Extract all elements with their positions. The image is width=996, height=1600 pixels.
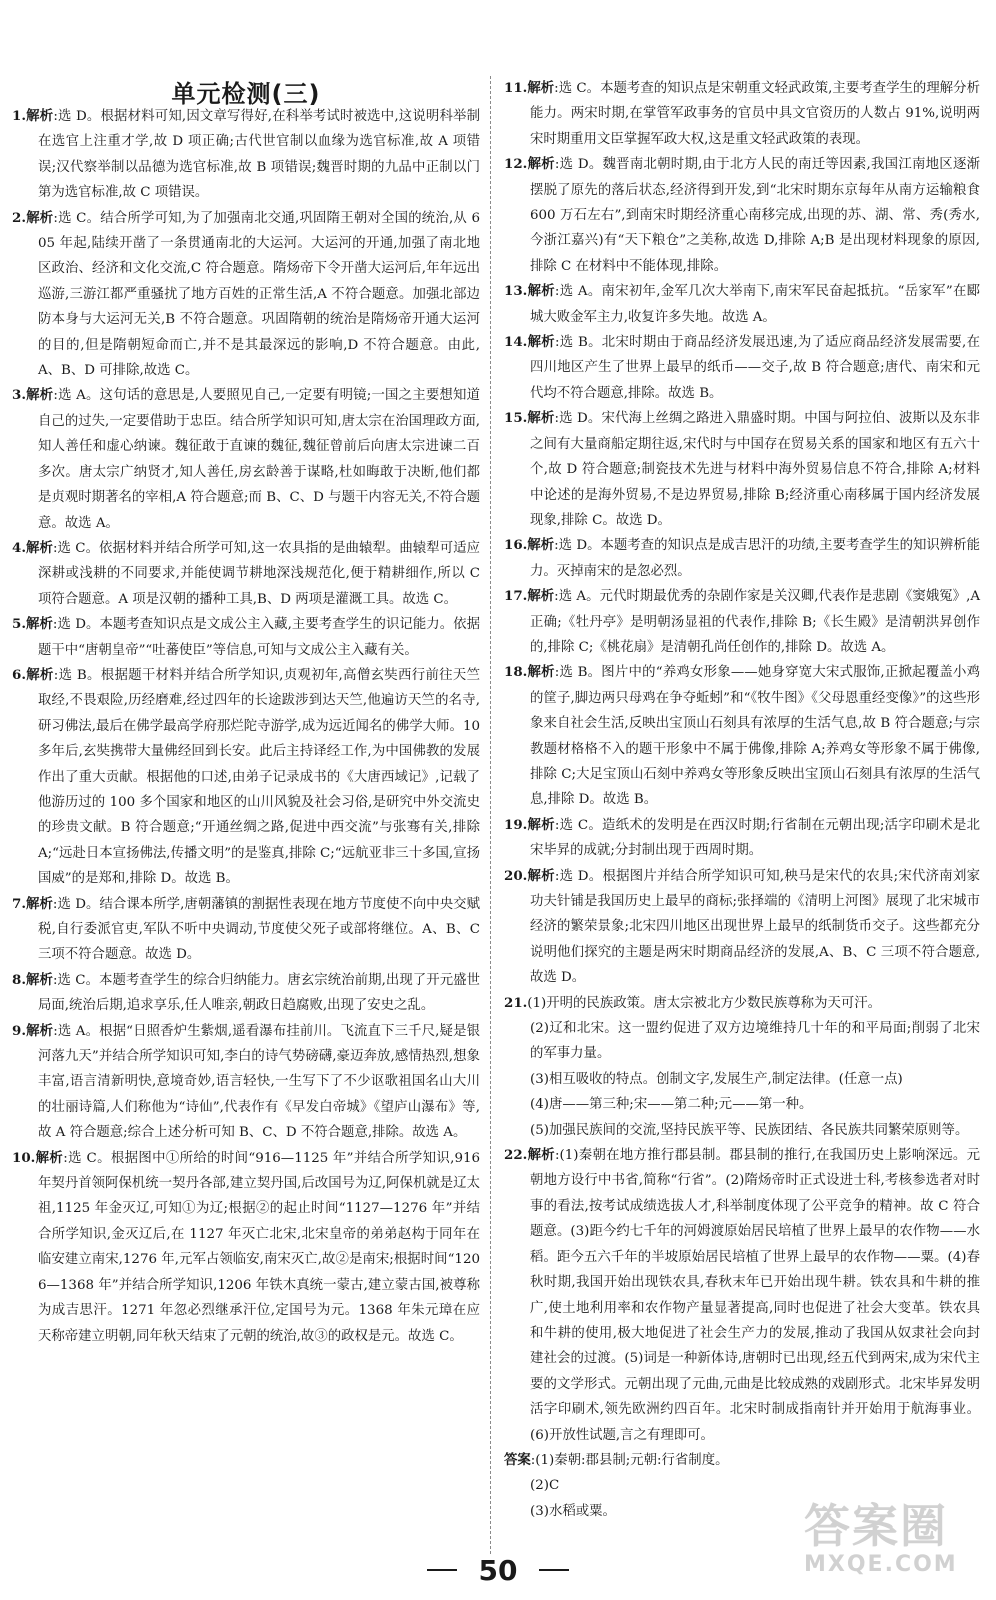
item-number: 5. [12,616,26,633]
watermark-bottom: MXQE.COM [804,1552,958,1577]
item-text: :选 D。魏晋南北朝时期,由于北方人民的南迁等因素,我国江南地区逐渐摆脱了原先的落后状态,经济得到开发,到“北宋时期东京每年从南方运输粮食 600 万石左右”,到南宋时期经济重心南移完成,出现的苏、湖、常、秀(秀水,今浙江嘉兴)有“天下粮仓”之美称,故选 D,排除 A;B 是出现材料现象的原因,排除 C 在材料中不能体现,排除。 [530,157,981,274]
item-number: 6. [12,666,26,683]
answer-item [12,206,480,384]
item-text: :选 B。北宋时期由于商品经济发展迅速,为了适应商品经济发展需要,在四川地区产生了世界上最早的纸币——交子,故 B 符合题意;唐代、南宋和元代均不符合题意,排除。故选 B。 [530,335,980,401]
item-number: 4. [12,539,26,556]
item-label: 解析 [25,539,53,556]
item-label: 解析 [527,80,555,96]
item-number: 11. [504,80,528,96]
item-number: 14. [504,334,528,351]
answer-item [12,663,480,892]
item-number: 13. [504,283,528,300]
item-label: 解析 [35,1149,64,1166]
answer-item [12,104,480,206]
item-label: 解析 [527,588,555,605]
item-number: 9. [12,1022,26,1039]
item-number: 21. [504,994,528,1011]
item-number: 2. [12,209,26,226]
watermark-logo [804,1500,974,1590]
item-text: :选 A。元代时期最优秀的杂剧作家是关汉卿,代表作是悲剧《窦娥冤》,A 正确;《牡丹亭》是明朝汤显祖的代表作,排除 B;《长生殿》是清朝洪昇创作的,排除 C;《桃花扇》是清朝孔尚任创作的,排除 D。故选 A。 [530,589,981,655]
item-label: 解析 [25,1022,54,1039]
right-column [504,76,980,1524]
answer-item [504,406,980,533]
column-divider [490,76,491,1554]
item-text: :选 D。根据图片并结合所学知识可知,秧马是宋代的农具;宋代济南刘家功夫针铺是我国历史上最早的商标;张择端的《清明上河图》展现了北宋城市经济的繁荣景象;北宋四川地区出现世界上最早的纸制货币交子。这些都充分说明他们探究的主题是两宋时期商品经济的发展,A、B、C 三项不符合题意,故选 D。 [530,868,980,986]
answer-item [504,330,980,406]
watermark-top: 答案圈 [804,1499,948,1553]
item-text: :选 C。造纸术的发明是在西汉时期;行省制在元朝出现;活字印刷术是北宋毕昇的成就;分封制出现于西周时期。 [530,817,980,859]
item-label: 解析 [527,334,555,351]
item-number: 16. [504,537,528,554]
item-number: 17. [504,588,528,605]
footer-dash-left [427,1569,457,1571]
item-label: 解析 [25,666,54,683]
item-text: :选 A。根据“日照香炉生紫烟,遥看瀑布挂前川。飞流直下三千尺,疑是银河落九天”并结合所学知识可知,李白的诗气势磅礴,豪迈奔放,感情热烈,想象丰富,语言清新明快,意境奇妙,语言轻快,一生写下了不少讴歌祖国名山大川的壮丽诗篇,人们称他为“诗仙”,代表作有《早发白帝城》《望庐山瀑布》等,故 A 符合题意;综合上述分析可知 B、C、D 不符合题意,排除。故选 A。 [38,1023,481,1141]
item-number: 15. [504,410,528,427]
answer-item [12,383,480,535]
item-number: 7. [12,895,26,912]
answer-item [12,612,480,663]
item-text: (1)开明的民族政策。唐太宗被北方少数民族尊称为天可汗。 [527,995,882,1011]
item-number: 1. [12,108,26,124]
sub-answer-line: (2)辽和北宋。这一盟约促进了双方边境维持几十年的和平局面;削弱了北宋的军事力量。 [530,1021,980,1062]
item-label: 解析 [25,895,53,912]
answer-item [504,864,980,991]
item-label: 解析 [25,209,54,226]
item-label: 解析 [25,108,54,124]
item-text: :选 C。结合所学可知,为了加强南北交通,巩固隋王朝对全国的统治,从 605 年起,陆续开凿了一条贯通南北的大运河。大运河的开通,加强了南北地区政治、经济和文化交流,C 符合题意。隋炀帝下令开凿大运河后,年年远出巡游,三游江都严重骚扰了地方百姓的正常生活,A 不符合题意。加强北部边防本身与大运河无关,B 不符合题意。巩固隋朝的统治是隋炀帝开通大运河的目的,但是隋朝短命而亡,并不是其最深远的影响,D 不符合题意。由此,A、B、D 可排除,故选 C。 [38,210,481,379]
item-text: :选 A。这句话的意思是,人要照见自己,一定要有明镜;一国之主要想知道自己的过失,一定要借助于忠臣。结合所学知识可知,唐太宗在治国理政方面,知人善任和虚心纳谏。魏征敢于直谏的魏征,魏征曾前后向唐太宗进谏二百多次。唐太宗广纳贤才,知人善任,房玄龄善于谋略,杜如晦敢于决断,他们都是贞观时期著名的宰相,A 符合题意;而 B、C、D 与题干内容无关,不符合题意。故选 A。 [38,388,480,531]
answer-item [504,279,980,330]
answer-item [12,892,480,968]
item-number: 22. [504,1147,528,1164]
item-label: 解析 [25,616,53,633]
item-label: 解析 [527,867,555,884]
sub-answer-line: (4)唐——第三种;宋——第二种;元——第一种。 [530,1097,813,1113]
item-text: :选 D。宋代海上丝绸之路进入鼎盛时期。中国与阿拉伯、波斯以及东非之间有大量商船定期往返,宋代时与中国存在贸易关系的国家和地区有五六十个,故 D 符合题意;制瓷技术先进与材料中海外贸易信息不符合,排除 A;材料中论述的是海外贸易,不是边界贸易,排除 B;经济重心南移属于国内经济发展现象,排除 C。故选 D。 [530,411,980,528]
answer-item [504,584,980,660]
answer-item [504,660,980,812]
page-number: 50 [478,1553,518,1587]
item-text: :选 D。结合课本所学,唐朝藩镇的割据性表现在地方节度使不向中央交赋税,自行委派官吏,军队不听中央调动,节度使父死子或部将继位。A、B、C 三项不符合题意。故选 D。 [38,896,481,963]
answer-item [504,152,980,279]
item-text: :选 D。本题考查的知识点是成吉思汗的功绩,主要考查学生的知识辨析能力。灭掉南宋的是忽必烈。 [530,538,981,579]
item-label: 解析 [527,816,555,833]
item-text: :选 B。根据题干材料并结合所学知识,贞观初年,高僧玄奘西行前往天竺取经,不畏艰险,历经磨难,经过四年的长途跋涉到达天竺,他遍访天竺的名寺,研习佛法,最后在佛学最高学府那烂陀寺游学,成为远近闻名的佛学大师。10 多年后,玄奘携带大量佛经回到长安。此后主持译经工作,为中国佛教的发展作出了重大贡献。根据他的口述,由弟子记录成书的《大唐西域记》,记载了他游历过的 100 多个国家和地区的山川风貌及社会习俗,是研究中外交流史的珍贵文献。B 符合题意;“开通丝绸之路,促进中西交流”与张骞有关,排除 A;“远赴日本宣扬佛法,传播文明”的是鉴真,排除 C;“远航亚非三十多国,宣扬国威”的是郑和,排除 D。故选 B。 [38,667,480,887]
sub-answer-line: (2)C [530,1478,560,1494]
item-label: 解析 [25,971,53,988]
item-text: :(1)秦朝:郡县制;元朝:行省制度。 [530,1452,729,1468]
item-label: 解析 [527,537,555,554]
sub-answer-line: (5)加强民族间的交流,坚持民族平等、民族团结、各民族共同繁荣原则等。 [530,1122,969,1138]
item-label: 解析 [527,283,555,300]
left-column [12,104,480,1349]
answer-item [504,533,980,584]
item-label: 解析 [527,664,555,681]
item-label: 解析 [25,387,54,404]
page-title: 单元检测(三) [171,80,321,108]
item-text: :选 C。本题考查学生的综合归纳能力。唐玄宗统治前期,出现了开元盛世局面,统治后期,追求享乐,任人唯亲,朝政日趋腐败,出现了安史之乱。 [38,972,480,1014]
item-label: 答案 [504,1451,531,1468]
item-number: 3. [12,387,26,404]
answer-item [504,1143,980,1448]
item-text: :选 D。根据材料可知,因文章写得好,在科举考试时被选中,这说明科举制在选官上注重才学,故 D 项正确;古代世官制以血缘为选官标准,故 A 项错误;汉代察举制以品德为选官标准,故 B 项错误;魏晋时期的九品中正制以门第为选官标准,故 C 项错误。 [38,109,480,201]
answer-item [12,968,480,1019]
item-label: 解析 [527,410,555,427]
item-number: 10. [12,1149,36,1166]
sub-answer-line: (3)相互吸收的特点。创制文字,发展生产,制定法律。(任意一点) [530,1071,903,1087]
item-number: 19. [504,816,528,833]
item-number: 20. [504,867,528,884]
item-text: :选 B。图片中的“养鸡女形象——她身穿宽大宋式服饰,正掀起覆盖小鸡的筐子,脚边两只母鸡在争夺蚯蚓”和“《牧牛图》《父母恩重经变像》”的这些形象来自社会生活,反映出宝顶山石刻具有浓厚的生活气息,故 B 符合题意;与宗教题材格格不入的题干形象中不属于佛像,排除 A;养鸡女等形象不属于佛像,排除 C;大足宝顶山石刻中养鸡女等形象反映出宝顶山石刻具有浓厚的生活气息,排除 D。故选 B。 [530,665,981,808]
footer-dash-right [539,1569,569,1571]
item-text: :选 A。南宋初年,金军几次大举南下,南宋军民奋起抵抗。“岳家军”在郾城大败金军主力,收复许多失地。故选 A。 [530,284,981,325]
sub-answer-line: (3)水稻或粟。 [530,1503,616,1519]
item-label: 解析 [527,1147,555,1164]
item-text: :选 D。本题考查知识点是文成公主入藏,主要考查学生的识记能力。依据题干中“唐朝皇帝”“吐蕃使臣”等信息,可知与文成公主入藏有关。 [38,617,481,658]
item-text: :选 C。根据图中①所给的时间“916—1125 年”并结合所学知识,916 年契丹首领阿保机统一契丹各部,建立契丹国,后改国号为辽,阿保机就是辽太祖,1125 年金灭辽,可知①为辽;根据②的起止时间“1127—1276 年”并结合所学知识,金灭辽后,在 1127 年灭亡北宋,北宋皇帝的弟弟赵构于同年在临安建立南宋,1276 年,元军占领临安,南宋灭亡,故②是南宋;根据时间“1206—1368 年”并结合所学知识,1206 年铁木真统一蒙古,建立蒙古国,被尊称为成吉思汗。1271 年忽必烈继承汗位,定国号为元。1368 年朱元璋在应天称帝建立明朝,同年秋天结束了元朝的统治,故③的政权是元。故选 C。 [38,1150,480,1344]
answer-item [504,1448,980,1473]
answer-item [12,1019,480,1146]
answer-item [504,991,980,1016]
answer-item [504,76,980,152]
item-text: :(1)秦朝在地方推行郡县制。郡县制的推行,在我国历史上影响深远。元朝地方设行中书省,简称“行省”。(2)隋炀帝时正式设进士科,考核参选者对时事的看法,按考试成绩选拔人才,科举制度体现了公平竞争的精神。故 C 符合题意。(3)距今约七千年的河姆渡原始居民培植了世界上最早的农作物——水稻。距今五六千年的半坡原始居民培植了世界上最早的农作物——粟。(4)春秋时期,我国开始出现铁农具,春秋末年已开始出现牛耕。铁农具和牛耕的推广,使土地利用率和农作物产量显著提高,同时也促进了社会大变革。铁农具和牛耕的使用,极大地促进了社会生产力的发展,推动了我国从奴隶社会向封建社会的过渡。(5)词是一种新体诗,唐朝时已出现,经五代到两宋,成为宋代主要的文学形式。元朝出现了元曲,元曲是比较成熟的戏剧形式。北宋毕昇发明活字印刷术,领先欧洲约四百年。北宋时制成指南针并开始用于航海事业。(6)开放性试题,言之有理即可。 [530,1148,981,1443]
item-number: 18. [504,664,528,681]
item-number: 8. [12,971,26,988]
item-label: 解析 [527,156,555,173]
item-text: :选 C。本题考查的知识点是宋朝重文轻武政策,主要考查学生的理解分析能力。两宋时期,在掌管军政事务的官员中具文官资历的人数占 91%,说明两宋时期重用文臣掌握军政大权,这是重文轻武政策的表现。 [530,81,980,147]
answer-item [12,536,480,612]
answer-item [12,1146,480,1349]
item-number: 12. [504,156,528,173]
item-text: :选 C。依据材料并结合所学可知,这一农具指的是曲辕犁。曲辕犁可适应深耕或浅耕的不同要求,并能使调节耕地深浅规范化,便于精耕细作,所以 C 项符合题意。A 项是汉朝的播种工具,B、D 两项是灌溉工具。故选 C。 [38,540,480,607]
answer-item [504,813,980,864]
